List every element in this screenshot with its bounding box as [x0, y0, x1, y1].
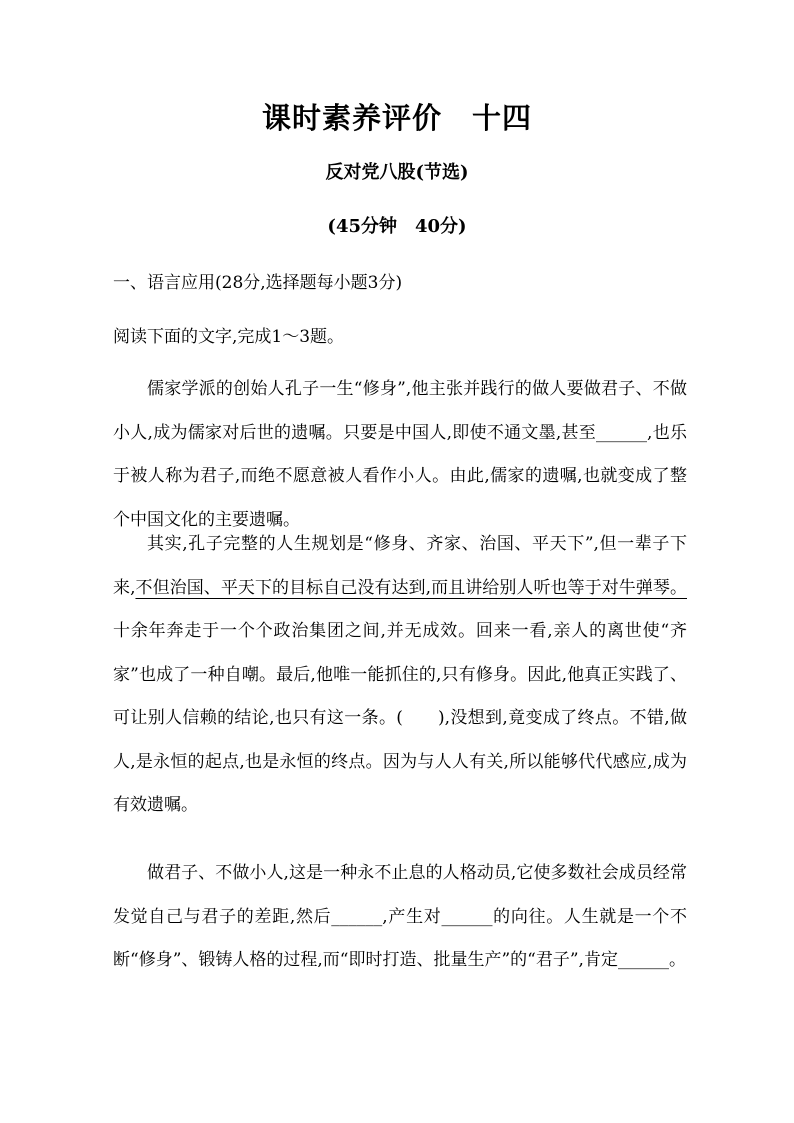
paragraph-2-text-before: 其实,孔子完整的人生规划是“修身、齐家、治国、平天下”,但一辈子下来, — [113, 534, 687, 598]
time-and-score: (45分钟 40分) — [327, 216, 467, 237]
passage-paragraph-1: 儒家学派的创始人孔子一生“修身”,他主张并践行的做人要做君子、不做小人,成为儒家对后世的遗嘱。只要是中国人,即使不通文墨,甚至______,也乐于被人称为君子,而绝不愿意被人看作小人。由此,儒家的遗嘱,也就变成了整个中国文化的主要遗嘱。 — [113, 379, 687, 530]
reading-instruction: 阅读下面的文字,完成1～3题。 — [113, 327, 345, 347]
passage-paragraph-2 — [113, 523, 687, 828]
lesson-subtitle: 反对党八股(节选) — [325, 162, 469, 183]
passage-paragraph-3: 做君子、不做小人,这是一种永不止息的人格动员,它使多数社会成员经常发觉自己与君子的差距,然后______,产生对______的向往。人生就是一个不断“修身”、锻铸人格的过程,而“即时打造、批量生产”的“君子”,肯定______。 — [113, 863, 687, 970]
section-heading: 一、语言应用(28分,选择题每小题3分) — [113, 273, 403, 293]
paragraph-2-text-after: 十余年奔走于一个个政治集团之间,并无成效。回来一看,亲人的离世使“齐家”也成了一种自嘲。最后,他唯一能抓住的,只有修身。因此,他真正实践了、可让别人信赖的结论,也只有这一条。( ),没想到,竟变成了终点。不错,做人,是永恒的起点,也是永恒的终点。因为与人人有关,所以能够代代感应,成为有效遗嘱。 — [113, 621, 687, 815]
underlined-sentence: 不但治国、平天下的目标自己没有达到,而且讲给别人听也等于对牛弹琴。 — [135, 577, 687, 598]
page-title: 课时素养评价 十四 — [261, 101, 532, 135]
